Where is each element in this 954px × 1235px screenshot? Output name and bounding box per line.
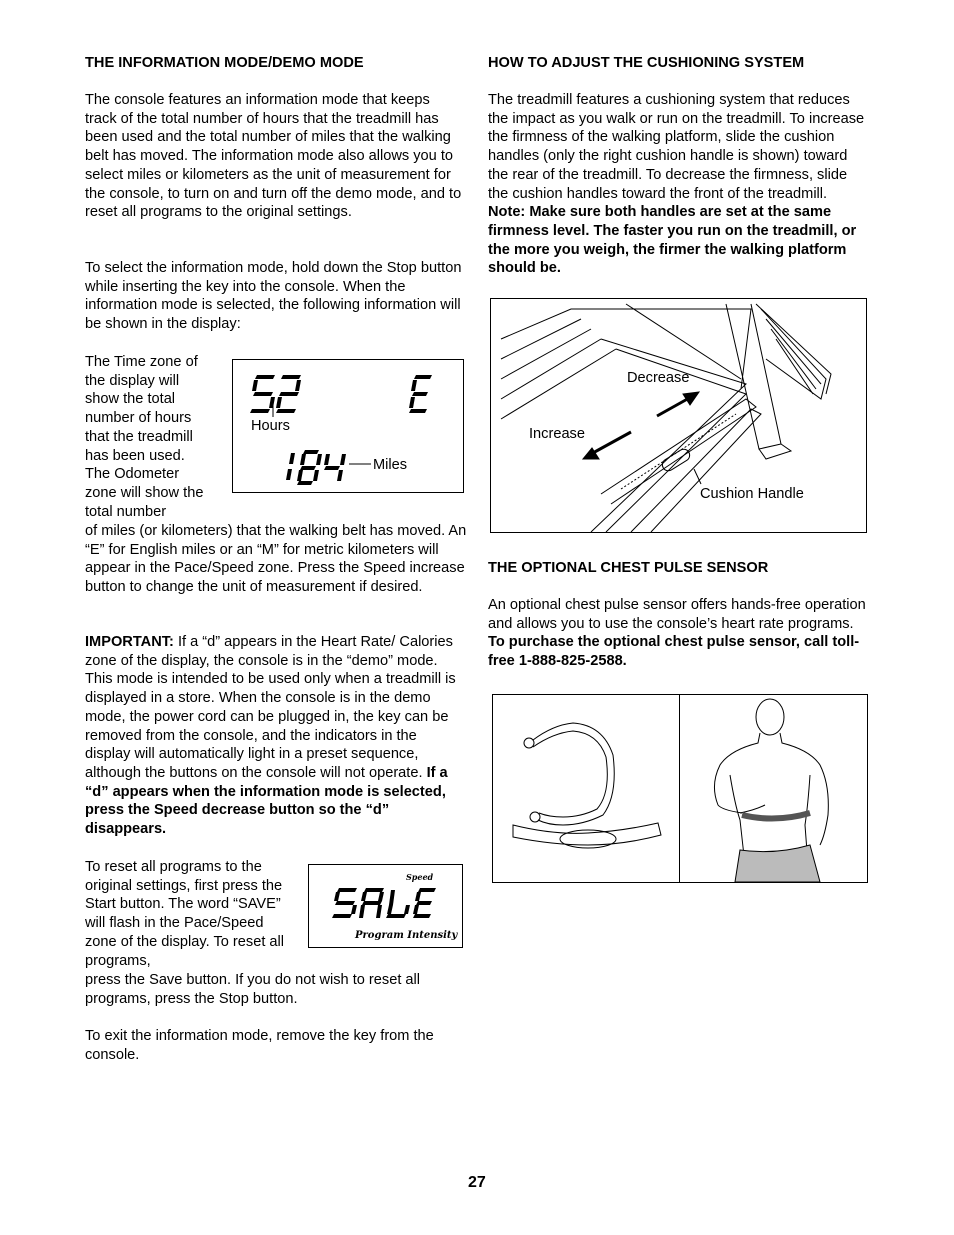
cushion-heading: HOW TO ADJUST THE CUSHIONING SYSTEM: [488, 55, 805, 71]
chest-sensor-bold-text: To purchase the optional chest pulse sensor, call toll-free 1-888-825-2588.: [488, 634, 860, 670]
unit-letter-segments: [409, 375, 432, 413]
odometer-paragraph: of miles (or kilometers) that the walking belt has moved. An “E” for English miles or an “M” for metric kilometers will appear in the Pace/Speed zone. Press the Speed increase button to change the unit of measurement if desired.: [85, 523, 467, 596]
cushion-handle-label: Cushion Handle: [700, 486, 804, 502]
exit-paragraph: To exit the information mode, remove the key from the console.: [85, 1028, 434, 1063]
info-mode-paragraph-2: To select the information mode, hold down the Stop button while inserting the key into the console. When the information mode is selected, the following information will be shown in the display:: [85, 260, 462, 333]
speed-label: Speed: [406, 872, 434, 882]
cushion-figure: [490, 298, 867, 533]
miles-digit-segments: [286, 450, 346, 485]
important-bold-text: If a “d” appears when the information mode is selected, press the Speed decrease button so the “d” disappears.: [85, 764, 448, 838]
treadmill-cushion-illustration: [491, 299, 866, 532]
cushion-bold-text: Note: Make sure both handles are set at the same firmness level. The faster you run on the treadmill, or the more you weigh, the firmer the walking platform should be.: [488, 204, 857, 277]
console-display-save: [308, 864, 463, 948]
hours-digit-segments: [250, 375, 301, 413]
miles-label: Miles: [373, 457, 408, 473]
hours-label: Hours: [251, 418, 290, 434]
increase-label: Increase: [529, 426, 585, 442]
chest-sensor-text: An optional chest pulse sensor offers hands-free operation and allows you to use the console’s heart rate programs.: [488, 597, 866, 632]
save-word-segments: [332, 888, 436, 918]
info-mode-paragraph-1: The console features an information mode that keeps track of the total number of hours that the treadmill has been used and the total number of miles that the walking belt has moved. The information mode also allows you to select miles or kilometers as the unit of measurement for the console, to turn on and turn off the demo mode, and to reset all programs to the original settings.: [85, 92, 462, 221]
reset-paragraph: To reset all programs to the original settings, first press the Start button. The word “SAVE” will flash in the Pace/Speed zone of the display. To reset all programs,: [85, 859, 285, 969]
person-wearing-strap-illustration: [680, 695, 868, 882]
program-intensity-label: Program Intensity: [355, 930, 458, 941]
cushion-text: The treadmill features a cushioning system that reduces the impact as you walk or run on the treadmill. To increase the firmness of the walking platform, slide the cushion handles (only the right cushion handle is shown) toward the rear of the treadmill. To decrease the firmness, slide the cushion handles toward the front of the treadmill.: [488, 92, 865, 202]
chest-strap-illustration: [493, 695, 679, 882]
important-label: IMPORTANT:: [85, 634, 174, 650]
chest-sensor-figure: [492, 694, 868, 883]
time-zone-paragraph: The Time zone of the display will show the total number of hours that the treadmill has been used. The Odometer zone will show the total number: [85, 354, 204, 520]
important-paragraph: [85, 633, 465, 839]
chest-sensor-paragraph: [488, 596, 868, 671]
reset-paragraph-continued: press the Save button. If you do not wish to reset all programs, press the Stop button.: [85, 972, 421, 1007]
decrease-label: Decrease: [627, 370, 690, 386]
cushion-paragraph: [488, 91, 868, 278]
page-number: 27: [468, 1174, 486, 1191]
console-display-hours-miles: [232, 359, 464, 493]
chest-sensor-heading: THE OPTIONAL CHEST PULSE SENSOR: [488, 560, 769, 576]
important-text: If a “d” appears in the Heart Rate/ Calories zone of the display, the console is in the “demo” mode. This mode is intended to be used only when a treadmill is displayed in a store. When the console is in the demo mode, the power cord can be plugged in, the key can be removed from the console, and the indicators in the display will automatically light in a preset sequence, although the buttons on the console will not operate.: [85, 634, 456, 781]
info-mode-heading: THE INFORMATION MODE/DEMO MODE: [85, 55, 364, 71]
